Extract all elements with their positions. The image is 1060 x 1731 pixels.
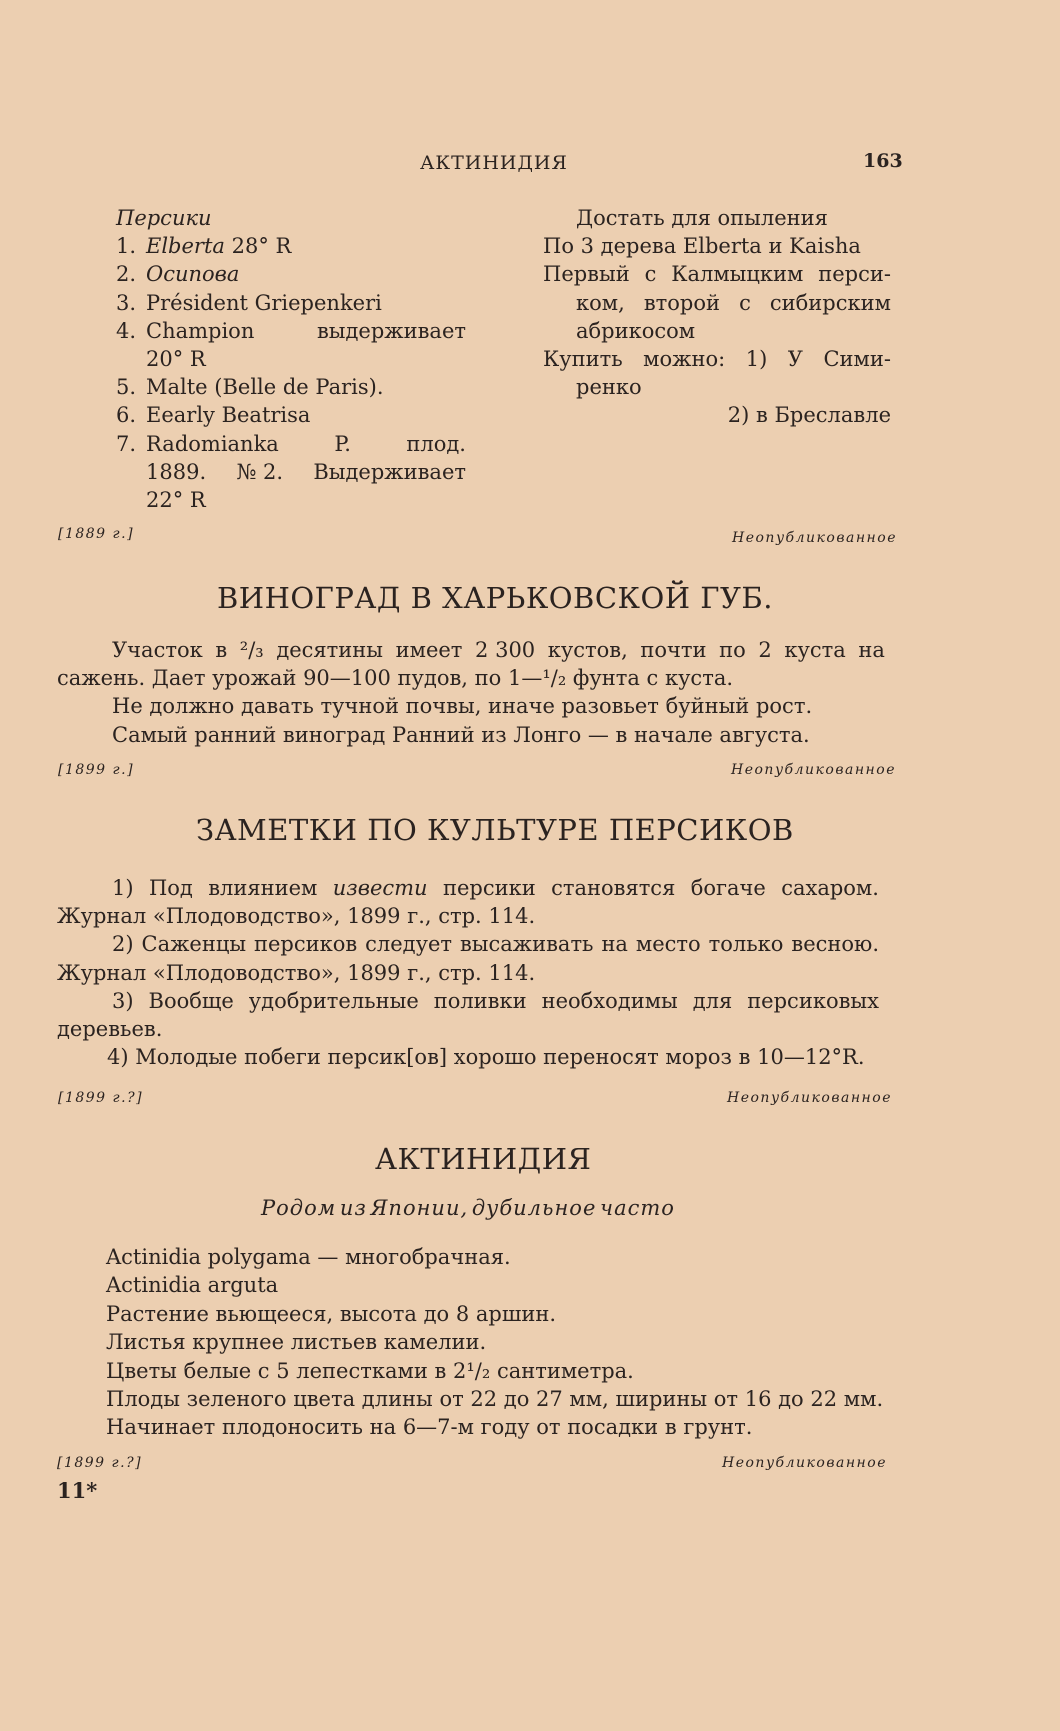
section2-status: Неопубликованное	[731, 762, 896, 778]
section4-subtitle: Родом из Японии, дубильное часто	[261, 1196, 675, 1220]
section1-date: [1889 г.]	[58, 526, 135, 542]
text-line: Actinidia polygama — многобрачная.	[106, 1245, 511, 1269]
signature-mark: 11*	[57, 1478, 98, 1503]
peach-list-heading: Персики	[116, 206, 212, 230]
section2-title: ВИНОГРАД В ХАРЬКОВСКОЙ ГУБ.	[217, 581, 773, 615]
text-line: Листья крупнее листьев камелии.	[106, 1330, 487, 1355]
list-item: 3. Président Griepenkeri	[116, 290, 382, 315]
list-item: 5. Malte (Belle de Paris).	[116, 375, 384, 400]
section3-status: Неопубликованное	[727, 1090, 892, 1106]
pollination-notes: Достать для опыления По 3 дерева Elberta и Kaisha Первый с Калмыцким перси- ком, второй с сибирским абрикосом Купить можно: 1) У Сими- ренко 2) в Бреславле	[543, 206, 891, 428]
running-title: АКТИНИДИЯ	[420, 152, 568, 174]
text-line: Actinidia arguta	[106, 1273, 279, 1298]
section3-date: [1899 г.?]	[58, 1090, 144, 1106]
section1-status: Неопубликованное	[732, 530, 897, 546]
text-line: Цветы белые с 5 лепестками в 2¹/₂ сантиметра.	[106, 1358, 634, 1383]
section2-text: Участок в ²/₃ десятины имеет 2 300 кустов, почти по 2 куста на сажень. Дает урожай 90—100 пудов, по 1—¹/₂ фунта с куста. Не должно давать тучной почвы, иначе разовьет буйный рост. Самый ранний виноград Ранний из Лонго — в начале августа.	[57, 638, 885, 747]
list-item-continuation: 1889. № 2. Выдерживает	[146, 459, 466, 484]
list-item: 4. Champion выдерживает	[116, 318, 466, 343]
section2-date: [1899 г.]	[58, 762, 135, 778]
text-line: Начинает плодоносить на 6—7-м году от посадки в грунт.	[106, 1415, 753, 1440]
list-item: 6. Eearly Beatrisa	[116, 403, 311, 428]
section3-text: 1) Под влиянием извести персики становятся богаче сахаром. Журнал «Плодоводство», 1899 г., стр. 114. 2) Саженцы персиков следует высаживать на место только весною. Журнал «Плодоводство», 1899 г., стр. 114. 3) Вообще удобрительные поливки необходимы для персиковых деревьев. 4) Молодые побеги персик[ов] хорошо переносят мороз в 10—12°R.	[57, 876, 879, 1070]
list-item: 2. Осипова	[116, 262, 240, 287]
section3-title: ЗАМЕТКИ ПО КУЛЬТУРЕ ПЕРСИКОВ	[196, 813, 794, 847]
section4-title: АКТИНИДИЯ	[375, 1142, 592, 1176]
list-item: 1. Elberta 28° R	[116, 234, 292, 259]
list-item: 7. Radomianka P. плод.	[116, 431, 466, 456]
peach-varieties-list	[116, 204, 466, 514]
page-number: 163	[863, 150, 903, 172]
section4-text	[106, 1243, 896, 1442]
text-line: Растение вьющееся, высота до 8 аршин.	[106, 1301, 557, 1326]
list-item-continuation: 22° R	[146, 488, 206, 513]
text-line: Плоды зеленого цвета длины от 22 до 27 мм, ширины от 16 до 22 мм.	[106, 1387, 884, 1412]
section4-status: Неопубликованное	[722, 1455, 887, 1471]
list-item-continuation: 20° R	[146, 347, 206, 372]
section4-date: [1899 г.?]	[57, 1455, 143, 1471]
